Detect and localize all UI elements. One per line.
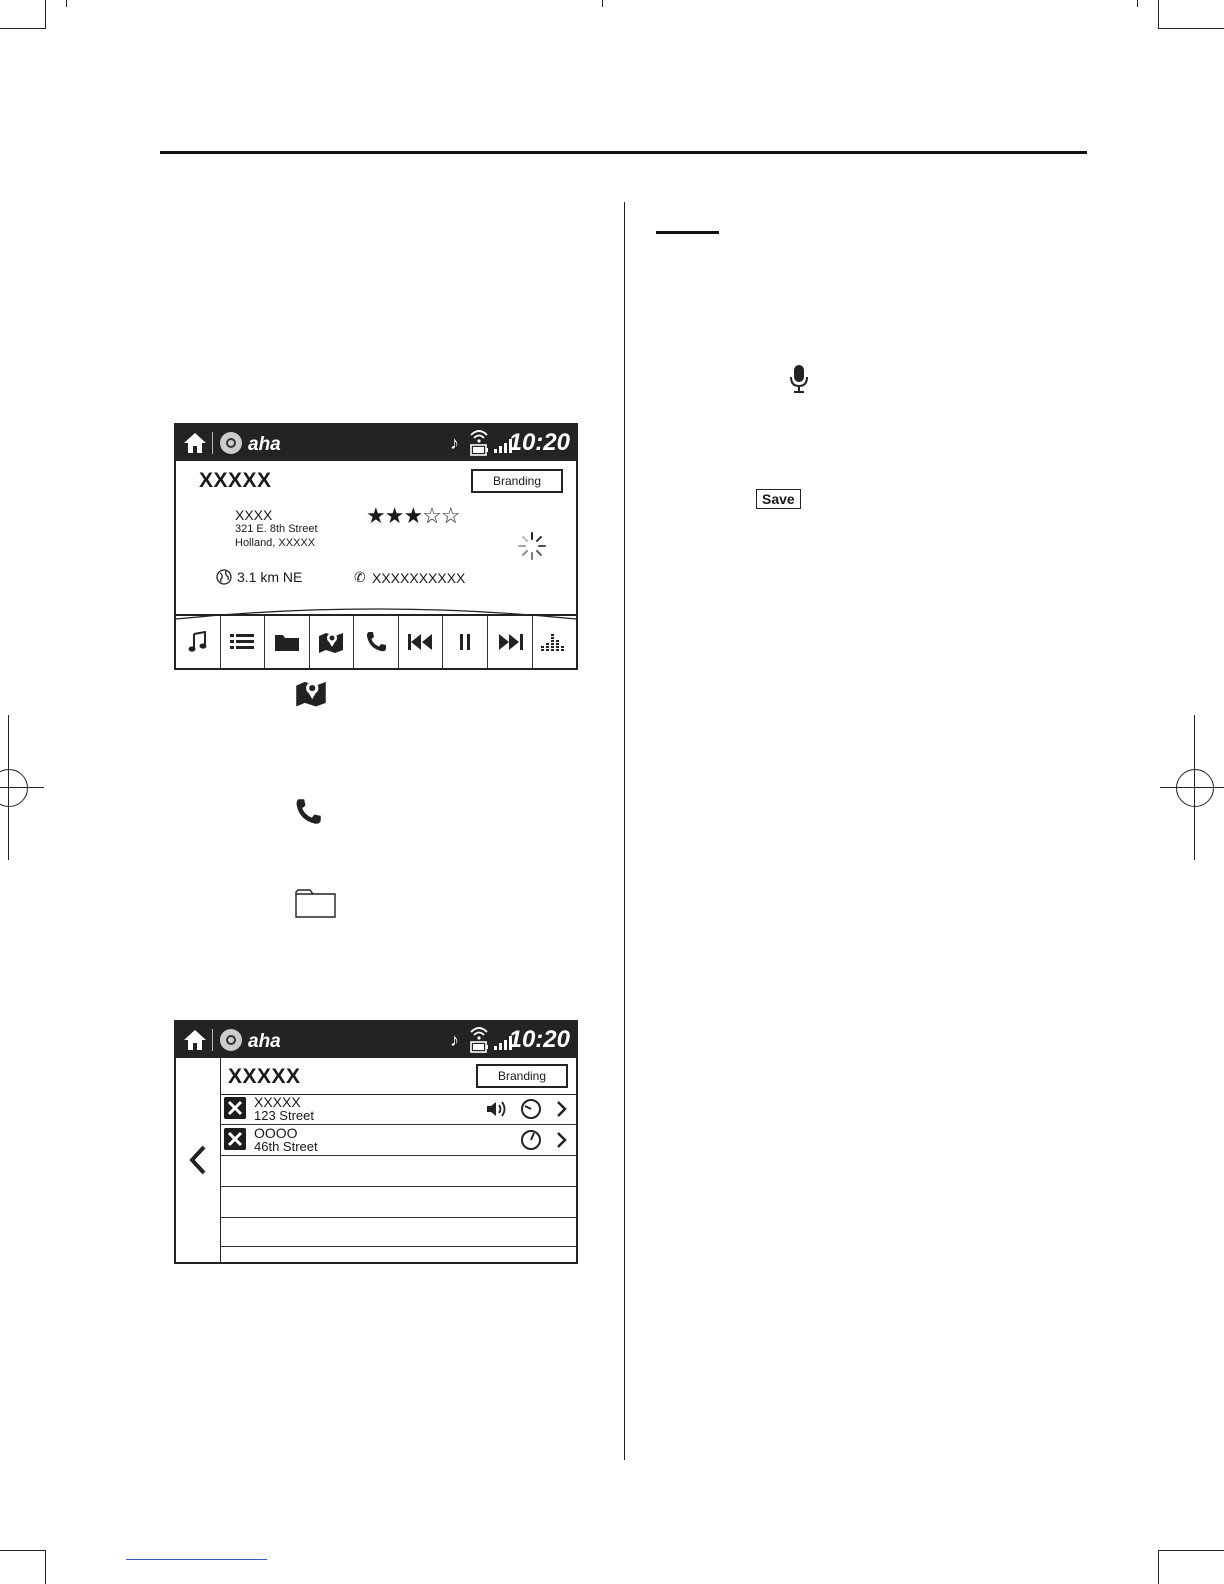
status-bar	[176, 1022, 576, 1058]
row-address: 46th Street	[254, 1139, 318, 1154]
phone-number: XXXXXXXXXX	[372, 570, 466, 586]
column-divider	[624, 202, 625, 1460]
crop-mark	[66, 0, 67, 7]
folder-button[interactable]	[265, 616, 310, 668]
aha-list-screen	[174, 1020, 578, 1264]
row-name: XXXXX	[254, 1094, 301, 1110]
music-note-icon: ♪	[450, 433, 459, 453]
save-key-label: Save	[756, 489, 801, 509]
previous-button[interactable]	[399, 616, 444, 668]
chevron-right-icon[interactable]	[556, 1100, 568, 1118]
dial-icon	[520, 1129, 542, 1151]
row-address: 123 Street	[254, 1108, 314, 1123]
rating-stars: ★★★☆☆	[366, 503, 460, 528]
footer-link-underline[interactable]	[126, 1559, 267, 1560]
crop-mark	[0, 1550, 46, 1551]
branding-box: Branding	[471, 469, 563, 493]
aha-logo-icon	[220, 432, 242, 454]
list-button[interactable]	[221, 616, 266, 668]
wifi-battery-icon	[468, 1024, 490, 1054]
empty-list-row	[220, 1156, 576, 1187]
crop-mark	[1158, 28, 1224, 29]
crop-mark	[1137, 0, 1138, 7]
address-line-1: 321 E. 8th Street	[235, 523, 318, 535]
phone-icon	[365, 631, 387, 653]
clock: 10:20	[508, 429, 570, 456]
next-button[interactable]	[488, 616, 533, 668]
list-item[interactable]	[220, 1094, 576, 1125]
pause-icon	[458, 633, 472, 651]
delete-x-icon[interactable]	[224, 1097, 246, 1119]
clock: 10:20	[508, 1026, 570, 1053]
list-title: XXXXX	[228, 1065, 301, 1088]
crop-mark	[602, 0, 603, 7]
empty-list-row	[220, 1218, 576, 1247]
home-icon[interactable]	[182, 1028, 208, 1052]
crop-mark	[45, 0, 46, 29]
status-separator	[212, 432, 213, 454]
crop-mark	[1158, 0, 1159, 29]
chevron-right-icon[interactable]	[556, 1131, 568, 1149]
aha-logo-icon	[220, 1029, 242, 1051]
list-icon	[230, 633, 254, 651]
aha-place-detail-screen	[174, 423, 578, 670]
map-pin-icon	[318, 630, 344, 654]
pause-button[interactable]	[443, 616, 488, 668]
row-name: OOOO	[254, 1125, 298, 1141]
phone-small-icon: ✆	[354, 569, 366, 585]
skip-forward-icon	[497, 633, 523, 651]
crop-mark	[0, 28, 46, 29]
music-button[interactable]	[176, 616, 221, 668]
registration-circle	[1176, 769, 1214, 807]
map-pin-icon	[295, 678, 327, 708]
header-rule	[160, 151, 1087, 154]
folder-icon	[295, 888, 337, 918]
call-button[interactable]	[354, 616, 399, 668]
control-bar	[176, 614, 576, 668]
crop-mark	[45, 1550, 46, 1584]
status-separator	[212, 1029, 213, 1051]
folder-icon	[274, 632, 300, 652]
place-title: XXXXX	[199, 469, 272, 492]
delete-x-icon[interactable]	[224, 1128, 246, 1150]
crop-mark	[1158, 1550, 1224, 1551]
empty-list-row	[220, 1187, 576, 1218]
status-bar	[176, 425, 576, 461]
place-name: XXXX	[235, 507, 273, 523]
equalizer-icon	[541, 631, 567, 653]
dial-icon	[520, 1098, 542, 1120]
note-heading-rule	[656, 231, 719, 234]
wifi-battery-icon	[468, 427, 490, 457]
home-icon[interactable]	[182, 431, 208, 455]
map-button[interactable]	[310, 616, 355, 668]
globe-icon	[216, 569, 232, 585]
app-name: aha	[248, 1031, 281, 1052]
microphone-icon	[789, 364, 809, 394]
equalizer-button[interactable]	[533, 616, 577, 668]
crop-mark	[1158, 1550, 1159, 1584]
music-icon	[188, 631, 208, 653]
music-note-icon: ♪	[450, 1030, 459, 1050]
list-item[interactable]	[220, 1125, 576, 1156]
branding-box: Branding	[476, 1064, 568, 1088]
list-header	[220, 1058, 576, 1095]
phone-icon	[294, 798, 322, 826]
registration-circle	[0, 769, 28, 807]
skip-back-icon	[408, 633, 434, 651]
back-chevron-icon[interactable]	[188, 1144, 208, 1176]
distance: 3.1 km NE	[237, 569, 303, 585]
address-line-2: Holland, XXXXX	[235, 537, 316, 549]
app-name: aha	[248, 434, 281, 455]
speaker-icon	[486, 1100, 508, 1118]
loading-spinner-icon	[517, 531, 547, 561]
